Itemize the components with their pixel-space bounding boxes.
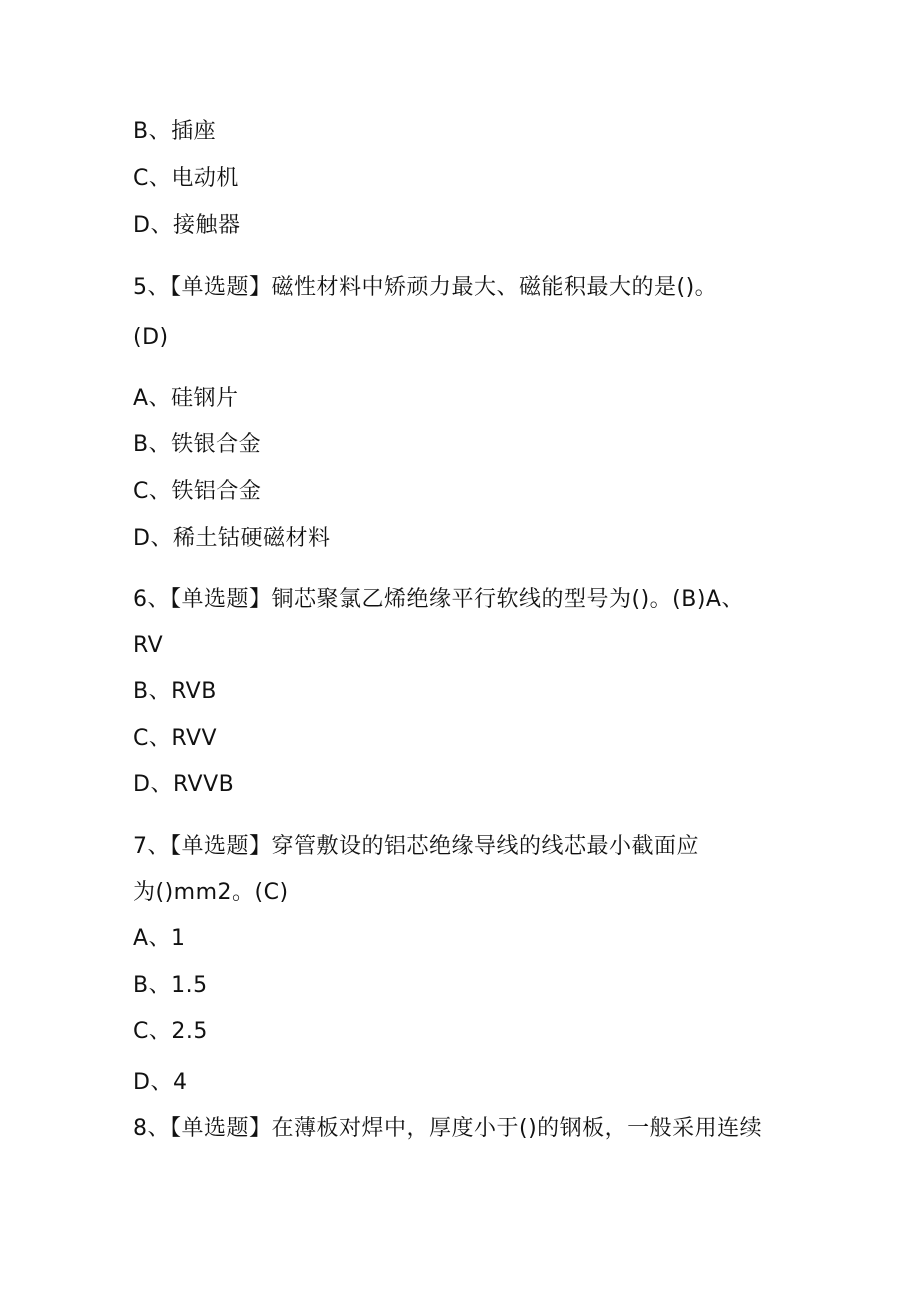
q4-option-d: D、接触器 xyxy=(133,213,241,238)
q6-option-d: D、RVVB xyxy=(133,772,235,797)
q5-option-c: C、铁铝合金 xyxy=(133,479,262,504)
q6-option-a-cont: RV xyxy=(133,633,164,658)
q7-question: 7、【单选题】穿管敷设的铝芯绝缘导线的线芯最小截面应 xyxy=(133,834,699,859)
q5-question: 5、【单选题】磁性材料中矫顽力最大、磁能积最大的是()。 xyxy=(133,275,718,300)
q8-question: 8、【单选题】在薄板对焊中，厚度小于()的钢板，一般采用连续 xyxy=(133,1116,763,1141)
q5-option-a: A、硅钢片 xyxy=(133,386,239,411)
q5-option-b: B、铁银合金 xyxy=(133,432,262,457)
q7-option-a: A、1 xyxy=(133,926,186,951)
q7-option-d: D、4 xyxy=(133,1070,188,1095)
q5-answer: (D) xyxy=(133,325,169,350)
q4-option-c: C、电动机 xyxy=(133,166,239,191)
q5-option-d: D、稀土钴硬磁材料 xyxy=(133,526,331,551)
q4-option-b: B、插座 xyxy=(133,119,217,144)
q7-question-cont: 为()mm2。(C) xyxy=(133,880,289,905)
q7-option-c: C、2.5 xyxy=(133,1019,208,1044)
q6-question: 6、【单选题】铜芯聚氯乙烯绝缘平行软线的型号为()。(B)A、 xyxy=(133,587,744,612)
q6-option-c: C、RVV xyxy=(133,726,218,751)
q6-option-b: B、RVB xyxy=(133,679,217,704)
q7-option-b: B、1.5 xyxy=(133,973,208,998)
